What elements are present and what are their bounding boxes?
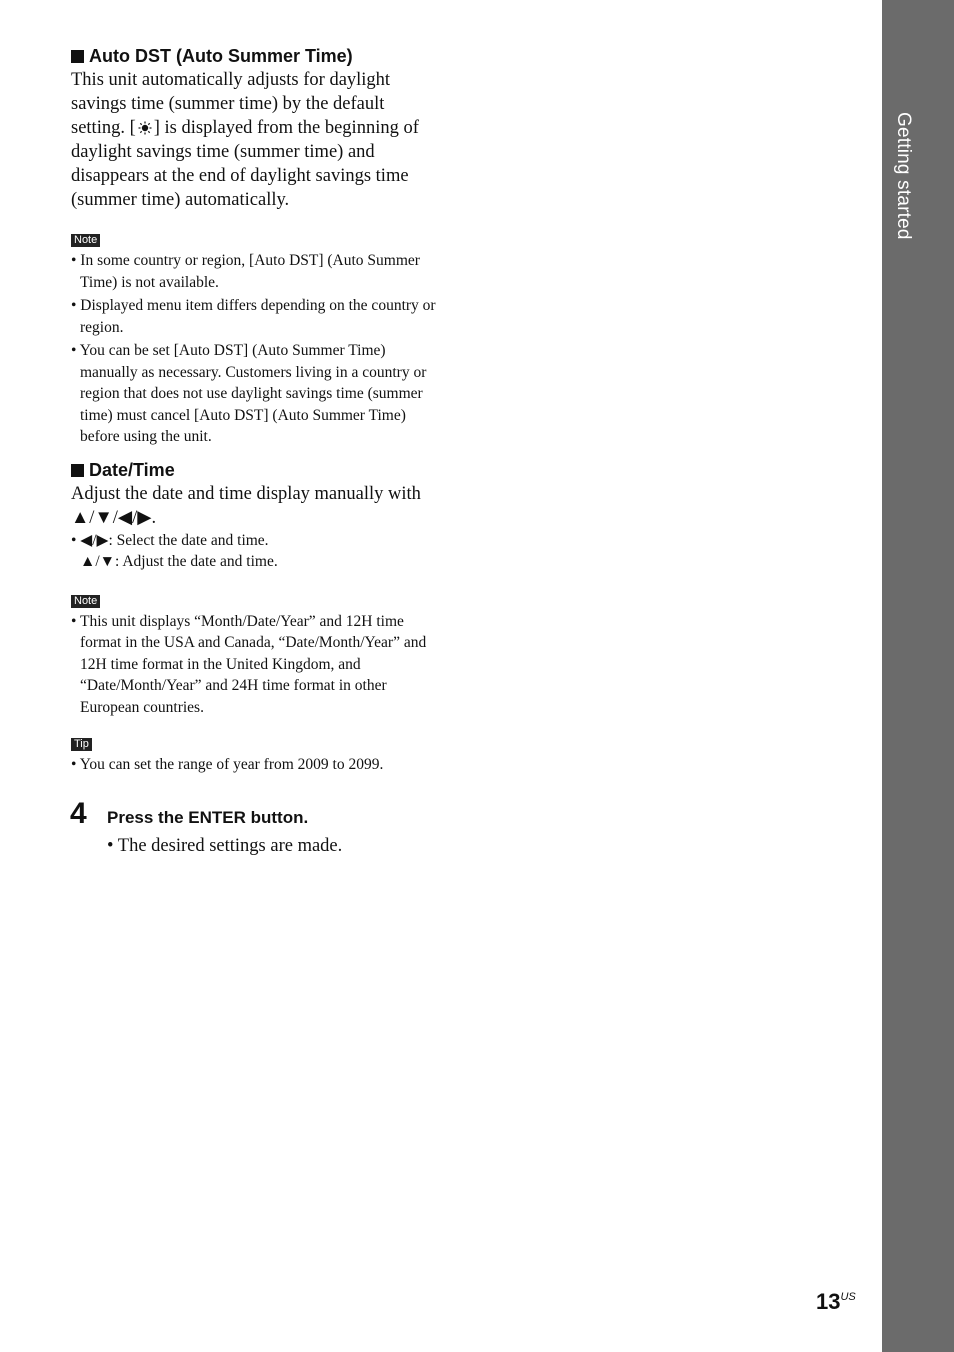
tip-label: Tip — [71, 738, 92, 751]
note-item: • You can be set [Auto DST] (Auto Summer Time) manually as necessary. Customers living in a country or region that does not use daylight savings time (summer time) must cancel [Auto DST] (Auto Summer Time) before using the unit. — [71, 342, 427, 445]
auto-dst-heading: Auto DST (Auto Summer Time) — [71, 44, 441, 68]
step-number: 4 — [70, 797, 87, 830]
auto-dst-description: This unit automatically adjusts for daylight savings time (summer time) by the default setting. [ ] is displayed from the beginning of daylight savings time (summer time) and disappears at the end of daylight savings time (summer time) automatically. — [71, 70, 419, 210]
note-item: • Displayed menu item differs depending on the country or region. — [71, 297, 436, 336]
date-time-bullet-select: • ◀/▶: Select the date and time. — [71, 531, 269, 549]
date-time-description: Adjust the date and time display manually with ▲/▼/◀/▶. — [71, 483, 421, 528]
note-item: • In some country or region, [Auto DST] (Auto Summer Time) is not available. — [71, 252, 420, 291]
step-result: • The desired settings are made. — [107, 836, 343, 856]
section-label: Getting started — [893, 112, 914, 240]
note-item: • This unit displays “Month/Date/Year” and 12H time format in the USA and Canada, “Date/Month/Year” and 12H time format in the United Kingdom, and “Date/Month/Year” and 24H time format in other European countries. — [71, 612, 427, 716]
auto-dst-notes — [71, 250, 441, 448]
tip-item: • You can set the range of year from 2009 to 2099. — [71, 756, 384, 773]
square-bullet-icon — [71, 50, 84, 63]
tip-list — [71, 754, 441, 776]
note-label: Note — [71, 595, 100, 608]
page-number: $13^{US}$ — [816, 1289, 856, 1314]
date-time-heading: Date/Time — [71, 458, 441, 482]
page-suffix: US — [840, 1291, 856, 1303]
main-content — [71, 44, 441, 778]
date-time-notes — [71, 611, 441, 719]
date-time-bullet-adjust: ▲/▼: Adjust the date and time. — [80, 553, 278, 570]
sun-icon — [138, 121, 152, 135]
note-label: Note — [71, 234, 100, 247]
step-instruction: Press the ENTER button. — [107, 808, 309, 827]
square-bullet-icon — [71, 464, 84, 477]
